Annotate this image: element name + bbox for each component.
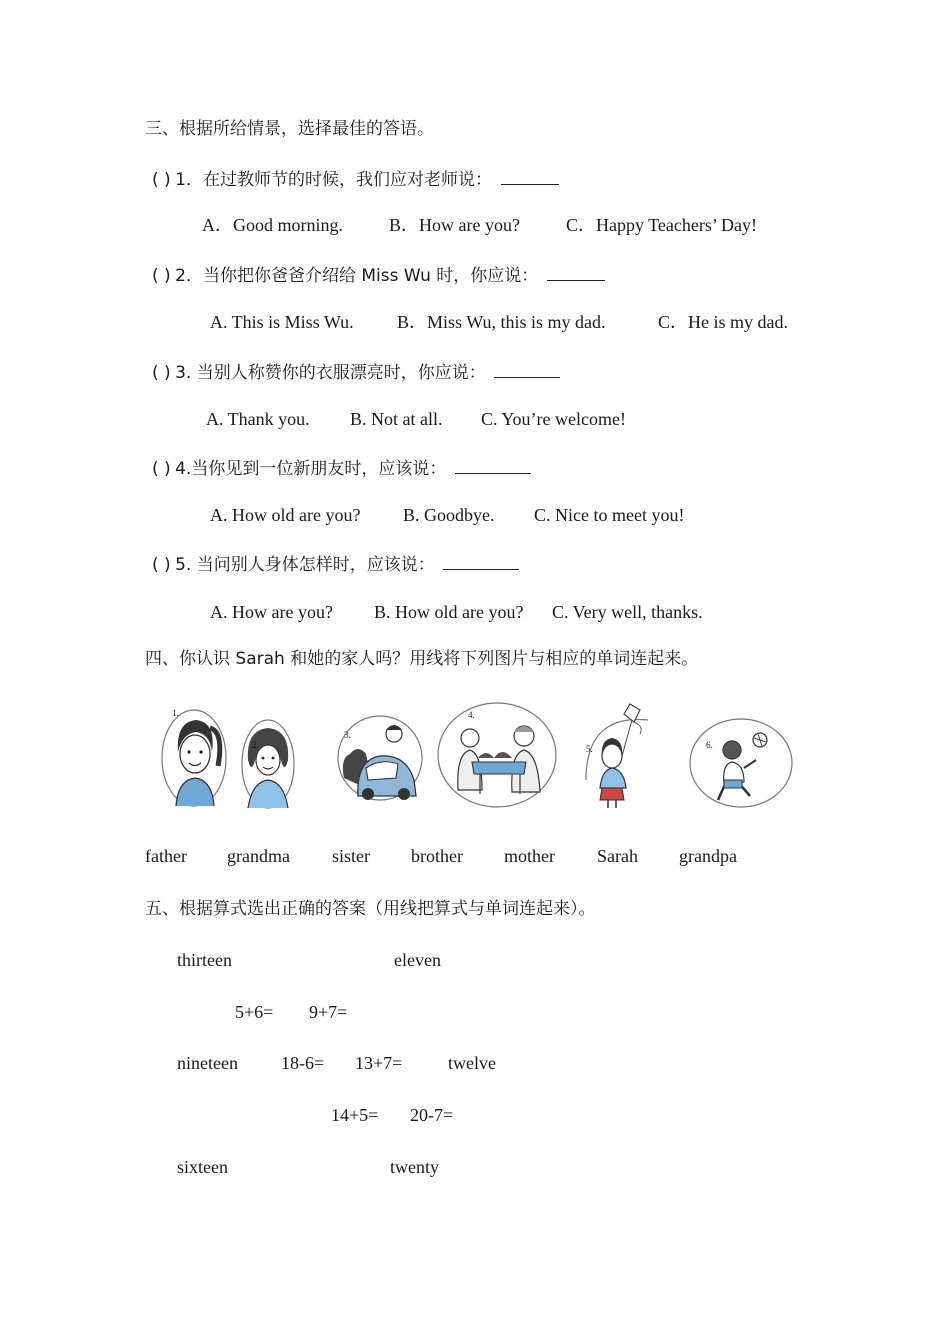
word-twenty[interactable]: twenty bbox=[390, 1157, 439, 1177]
word-sarah[interactable]: Sarah bbox=[597, 846, 638, 866]
option-c: C. Very well, thanks. bbox=[552, 602, 703, 622]
answer-paren[interactable]: ( ) bbox=[152, 555, 171, 575]
picture-sister[interactable] bbox=[158, 702, 230, 810]
picture-father[interactable] bbox=[336, 708, 424, 808]
word-grandpa[interactable]: grandpa bbox=[679, 846, 737, 866]
picture-sarah[interactable] bbox=[578, 700, 668, 810]
section5-title: 五、根据算式选出正确的答案（用线把算式与单词连起来）。 bbox=[145, 899, 596, 919]
option-c: C. Nice to meet you! bbox=[534, 505, 685, 525]
answer-blank[interactable] bbox=[455, 455, 531, 474]
question-5 bbox=[152, 551, 519, 577]
answer-blank[interactable] bbox=[501, 166, 559, 185]
word-twelve[interactable]: twelve bbox=[448, 1053, 496, 1073]
option-b: B. How old are you? bbox=[374, 602, 524, 622]
answer-blank[interactable] bbox=[443, 551, 519, 570]
equation-13-plus-7[interactable]: 13+7= bbox=[355, 1053, 403, 1073]
equation-9-plus-7[interactable]: 9+7= bbox=[309, 1002, 348, 1022]
option-a: A. Thank you. bbox=[206, 409, 310, 429]
question-3 bbox=[152, 359, 560, 385]
option-a: A. This is Miss Wu. bbox=[210, 312, 354, 332]
option-c: C. You’re welcome! bbox=[481, 409, 626, 429]
option-c: C．He is my dad. bbox=[658, 312, 788, 332]
picture-number: 1. bbox=[172, 708, 179, 718]
picture-grandparents[interactable] bbox=[436, 700, 558, 810]
word-brother[interactable]: brother bbox=[411, 846, 463, 866]
option-c: C．Happy Teachers’ Day! bbox=[566, 215, 758, 235]
option-b: B．How are you? bbox=[389, 215, 520, 235]
option-b: B．Miss Wu, this is my dad. bbox=[397, 312, 606, 332]
picture-number: 2. bbox=[252, 740, 259, 750]
word-sister[interactable]: sister bbox=[332, 846, 370, 866]
question-4 bbox=[152, 455, 531, 481]
answer-paren[interactable]: ( ) bbox=[152, 459, 171, 479]
equation-5-plus-6[interactable]: 5+6= bbox=[235, 1002, 274, 1022]
word-nineteen[interactable]: nineteen bbox=[177, 1053, 238, 1073]
section4-title: 四、你认识 Sarah 和她的家人吗？用线将下列图片与相应的单词连起来。 bbox=[145, 649, 699, 669]
picture-number: 6. bbox=[706, 740, 713, 750]
picture-number: 4. bbox=[468, 710, 475, 720]
option-b: B. Not at all. bbox=[350, 409, 443, 429]
option-a: A. How old are you? bbox=[210, 505, 361, 525]
word-father[interactable]: father bbox=[145, 846, 187, 866]
answer-paren[interactable]: ( ) bbox=[152, 363, 171, 383]
word-grandma[interactable]: grandma bbox=[227, 846, 290, 866]
question-2 bbox=[152, 262, 605, 288]
option-b: B. Goodbye. bbox=[403, 505, 495, 525]
answer-blank[interactable] bbox=[494, 359, 560, 378]
section3-title: 三、根据所给情景，选择最佳的答语。 bbox=[145, 119, 434, 139]
option-a: A．Good morning. bbox=[202, 215, 343, 235]
equation-20-minus-7[interactable]: 20-7= bbox=[410, 1105, 454, 1125]
question-stem: 5. 当问别人身体怎样时，应该说： bbox=[175, 555, 435, 575]
word-thirteen[interactable]: thirteen bbox=[177, 950, 232, 970]
question-stem: 4.当你见到一位新朋友时，应该说： bbox=[175, 459, 447, 479]
equation-14-plus-5[interactable]: 14+5= bbox=[331, 1105, 379, 1125]
question-stem: 3. 当别人称赞你的衣服漂亮时，你应说： bbox=[175, 363, 486, 383]
question-1 bbox=[152, 166, 559, 192]
answer-paren[interactable]: ( ) bbox=[152, 266, 171, 286]
equation-18-minus-6[interactable]: 18-6= bbox=[281, 1053, 325, 1073]
word-eleven[interactable]: eleven bbox=[394, 950, 441, 970]
question-stem: 2．当你把你爸爸介绍给 Miss Wu 时，你应说： bbox=[175, 266, 539, 286]
picture-mother[interactable] bbox=[240, 716, 296, 810]
question-stem: 1．在过教师节的时候，我们应对老师说： bbox=[175, 170, 492, 190]
answer-paren[interactable]: ( ) bbox=[152, 170, 171, 190]
word-mother[interactable]: mother bbox=[504, 846, 555, 866]
picture-number: 3. bbox=[344, 730, 351, 740]
word-sixteen[interactable]: sixteen bbox=[177, 1157, 228, 1177]
picture-brother[interactable] bbox=[688, 716, 794, 810]
answer-blank[interactable] bbox=[547, 262, 605, 281]
picture-number: 5. bbox=[586, 744, 593, 754]
option-a: A. How are you? bbox=[210, 602, 333, 622]
